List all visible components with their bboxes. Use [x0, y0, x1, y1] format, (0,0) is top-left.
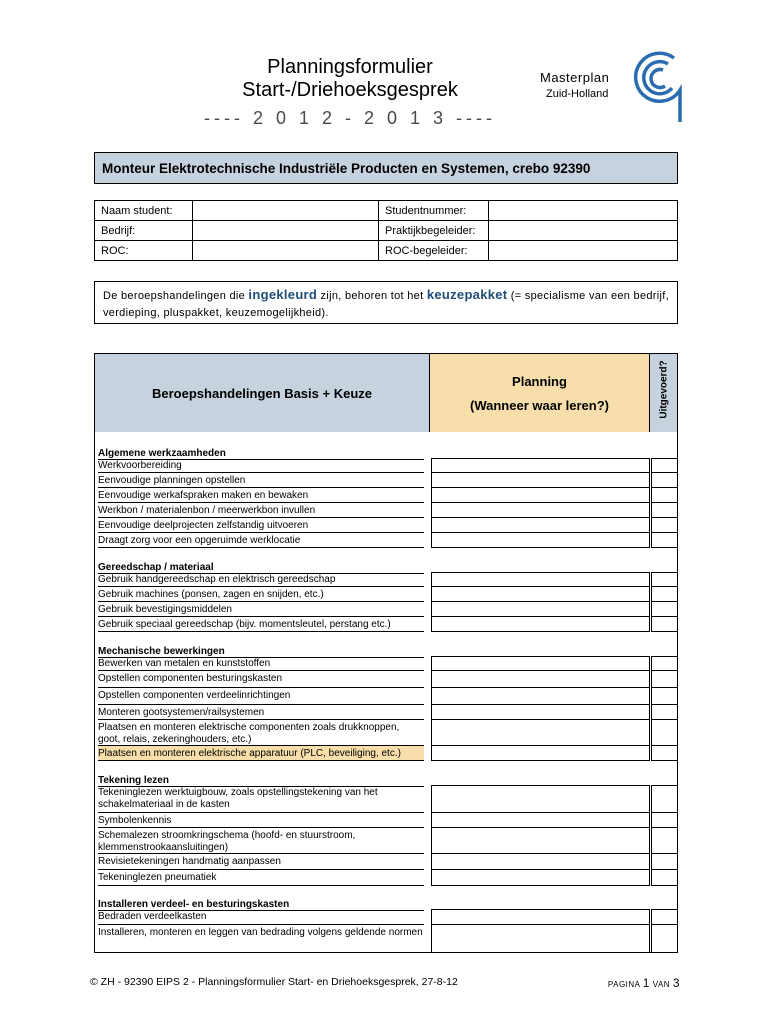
- uitgevoerd-cell[interactable]: [651, 688, 678, 705]
- task-row: [95, 503, 678, 518]
- uitgevoerd-cell[interactable]: [651, 925, 678, 953]
- planning-cell[interactable]: [431, 688, 650, 705]
- task-row: [95, 587, 678, 602]
- task-label: Eenvoudige planningen opstellen: [98, 473, 424, 488]
- uitgevoerd-cell[interactable]: [651, 572, 678, 587]
- grid-header-planning: [430, 354, 650, 432]
- naam-student-label: Naam student:: [95, 201, 193, 221]
- task-row: [95, 870, 678, 886]
- task-label: Bedraden verdeelkasten: [98, 909, 424, 925]
- category-label: Mechanische bewerkingen: [98, 644, 424, 658]
- uitgevoerd-cell[interactable]: [651, 656, 678, 671]
- planning-cell[interactable]: [431, 720, 650, 746]
- planning-cell[interactable]: [431, 503, 650, 518]
- task-row: [95, 602, 678, 617]
- category-label: Algemene werkzaamheden: [98, 446, 424, 460]
- task-label: Werkvoorbereiding: [98, 458, 424, 473]
- grid-header-uitgevoerd: [650, 354, 677, 432]
- planning-cell[interactable]: [431, 602, 650, 617]
- school-years: ---- 2 0 1 2 - 2 0 1 3 ----: [203, 108, 497, 128]
- uitgevoerd-cell[interactable]: [651, 828, 678, 854]
- planning-cell[interactable]: [431, 671, 650, 688]
- form-title-line1: Planningsformulier: [267, 56, 433, 78]
- task-row: [95, 828, 678, 854]
- task-row: [95, 671, 678, 688]
- task-row: [95, 518, 678, 533]
- planning-cell[interactable]: [431, 705, 650, 720]
- uitgevoerd-cell[interactable]: [651, 488, 678, 503]
- task-label: Draagt zorg voor een opgeruimde werklocatie: [98, 533, 424, 548]
- task-row: [95, 925, 678, 953]
- planning-cell[interactable]: [431, 458, 650, 473]
- note-text-2: zijn, behoren tot het: [317, 290, 427, 302]
- planning-cell[interactable]: [431, 813, 650, 828]
- task-row: [95, 488, 678, 503]
- task-row: [95, 909, 678, 925]
- uitgevoerd-cell[interactable]: [651, 746, 678, 761]
- planning-heading: Planning: [512, 374, 567, 389]
- page-total: 3: [672, 976, 680, 990]
- planning-cell[interactable]: [431, 746, 650, 761]
- uitgevoerd-cell[interactable]: [651, 909, 678, 925]
- form-title-line2: Start-/Driehoeksgesprek: [242, 79, 458, 101]
- task-label: Symbolenkennis: [98, 813, 424, 828]
- planning-cell[interactable]: [431, 572, 650, 587]
- task-row: [95, 688, 678, 705]
- task-label: Gebruik bevestigingsmiddelen: [98, 602, 424, 617]
- note-keyword-ingekleurd: ingekleurd: [248, 287, 318, 302]
- uitgevoerd-cell[interactable]: [651, 720, 678, 746]
- planning-cell[interactable]: [431, 617, 650, 632]
- planning-cell[interactable]: [431, 854, 650, 870]
- planning-cell[interactable]: [431, 473, 650, 488]
- task-label: Installeren, monteren en leggen van bedrading volgens geldende normen: [98, 925, 424, 953]
- van-label: VAN: [652, 980, 671, 989]
- studentnummer-field[interactable]: [489, 201, 678, 221]
- page-footer: [90, 976, 680, 988]
- studentnummer-label: Studentnummer:: [379, 201, 489, 221]
- legend-note: [94, 281, 678, 324]
- page-number: 1: [642, 976, 650, 990]
- task-row: [95, 572, 678, 587]
- course-title: Monteur Elektrotechnische Industriële Producten en Systemen, crebo 92390: [94, 152, 678, 184]
- student-info-table: [94, 200, 678, 261]
- category-label: Gereedschap / materiaal: [98, 560, 424, 574]
- praktijkbegeleider-label: Praktijkbegeleider:: [379, 221, 489, 241]
- praktijkbegeleider-field[interactable]: [489, 221, 678, 241]
- uitgevoerd-label: Uitgevoerd?: [658, 360, 670, 419]
- page-label: PAGINA: [607, 980, 641, 989]
- planning-cell[interactable]: [431, 828, 650, 854]
- roc-field[interactable]: [193, 241, 379, 261]
- uitgevoerd-cell[interactable]: [651, 458, 678, 473]
- task-label: Gebruik handgereedschap en elektrisch gereedschap: [98, 572, 424, 587]
- uitgevoerd-cell[interactable]: [651, 518, 678, 533]
- roc-label: ROC:: [95, 241, 193, 261]
- planning-subheading: (Wanneer waar leren?): [470, 398, 609, 413]
- naam-student-field[interactable]: [193, 201, 379, 221]
- task-label: Opstellen componenten verdeelinrichtingen: [98, 688, 424, 705]
- footer-reference: © ZH - 92390 EIPS 2 - Planningsformulier Start- en Driehoeksgesprek, 27-8-12: [90, 976, 458, 988]
- task-label: Werkbon / materialenbon / meerwerkbon invullen: [98, 503, 424, 518]
- uitgevoerd-cell[interactable]: [651, 813, 678, 828]
- planning-cell[interactable]: [431, 533, 650, 548]
- uitgevoerd-cell[interactable]: [651, 854, 678, 870]
- planning-cell[interactable]: [431, 587, 650, 602]
- task-row: [95, 458, 678, 473]
- task-label: Schemalezen stroomkringschema (hoofd- en stuurstroom, klemmenstrookaansluitingen): [98, 828, 424, 854]
- bedrijf-label: Bedrijf:: [95, 221, 193, 241]
- task-label: Plaatsen en monteren elektrische apparatuur (PLC, beveiliging, etc.): [98, 746, 424, 761]
- planning-cell[interactable]: [431, 488, 650, 503]
- uitgevoerd-cell[interactable]: [651, 602, 678, 617]
- task-row: [95, 785, 678, 813]
- task-row: [95, 617, 678, 632]
- brand-name: Masterplan: [540, 70, 610, 85]
- task-label: Tekeninglezen werktuigbouw, zoals opstellingstekening van het schakelmateriaal in de kasten: [98, 785, 424, 813]
- task-row: [95, 473, 678, 488]
- task-row: [95, 813, 678, 828]
- task-label: Revisietekeningen handmatig aanpassen: [98, 854, 424, 870]
- planning-cell[interactable]: [431, 518, 650, 533]
- planning-cell[interactable]: [431, 870, 650, 886]
- uitgevoerd-cell[interactable]: [651, 473, 678, 488]
- uitgevoerd-cell[interactable]: [651, 587, 678, 602]
- task-label: Eenvoudige deelprojecten zelfstandig uitvoeren: [98, 518, 424, 533]
- task-row: [95, 720, 678, 746]
- uitgevoerd-cell[interactable]: [651, 705, 678, 720]
- planning-cell[interactable]: [431, 656, 650, 671]
- task-label: Bewerken van metalen en kunststoffen: [98, 656, 424, 671]
- note-keyword-keuzepakket: keuzepakket: [426, 287, 508, 302]
- note-text-3: (= specialisme van een bedrijf, verdieping, pluspakket, keuzemogelijkheid).: [103, 290, 669, 319]
- roc-begeleider-field[interactable]: [489, 241, 678, 261]
- grid-header-beroepshandelingen: Beroepshandelingen Basis + Keuze: [95, 354, 430, 432]
- brand-region: Zuid-Holland: [546, 88, 609, 100]
- uitgevoerd-cell[interactable]: [651, 617, 678, 632]
- task-row: [95, 854, 678, 870]
- task-label: Eenvoudige werkafspraken maken en bewaken: [98, 488, 424, 503]
- page-indicator: [608, 976, 680, 990]
- task-row: [95, 746, 678, 761]
- task-label: Gebruik machines (ponsen, zagen en snijden, etc.): [98, 587, 424, 602]
- uitgevoerd-cell[interactable]: [651, 503, 678, 518]
- task-row: [95, 656, 678, 671]
- planning-cell[interactable]: [431, 909, 650, 925]
- task-label: Gebruik speciaal gereedschap (bijv. momentsleutel, perstang etc.): [98, 617, 424, 632]
- task-row: [95, 705, 678, 720]
- uitgevoerd-cell[interactable]: [651, 870, 678, 886]
- task-row: [95, 533, 678, 548]
- bedrijf-field[interactable]: [193, 221, 379, 241]
- uitgevoerd-cell[interactable]: [651, 671, 678, 688]
- uitgevoerd-cell[interactable]: [651, 785, 678, 813]
- uitgevoerd-cell[interactable]: [651, 533, 678, 548]
- roc-begeleider-label: ROC-begeleider:: [379, 241, 489, 261]
- task-label: Opstellen componenten besturingskasten: [98, 671, 424, 688]
- planning-cell[interactable]: [431, 925, 650, 953]
- task-label: Plaatsen en monteren elektrische componenten zoals drukknoppen, goot, relais, zekeringhouders, etc.): [98, 720, 424, 746]
- category-label: Tekening lezen: [98, 773, 424, 787]
- task-label: Monteren gootsystemen/railsystemen: [98, 705, 424, 720]
- planning-cell[interactable]: [431, 785, 650, 813]
- masterplan-logo-icon: [630, 46, 686, 126]
- category-label: Installeren verdeel- en besturingskasten: [98, 897, 424, 911]
- note-text-1: De beroepshandelingen die: [103, 290, 249, 302]
- task-label: Tekeninglezen pneumatiek: [98, 870, 424, 886]
